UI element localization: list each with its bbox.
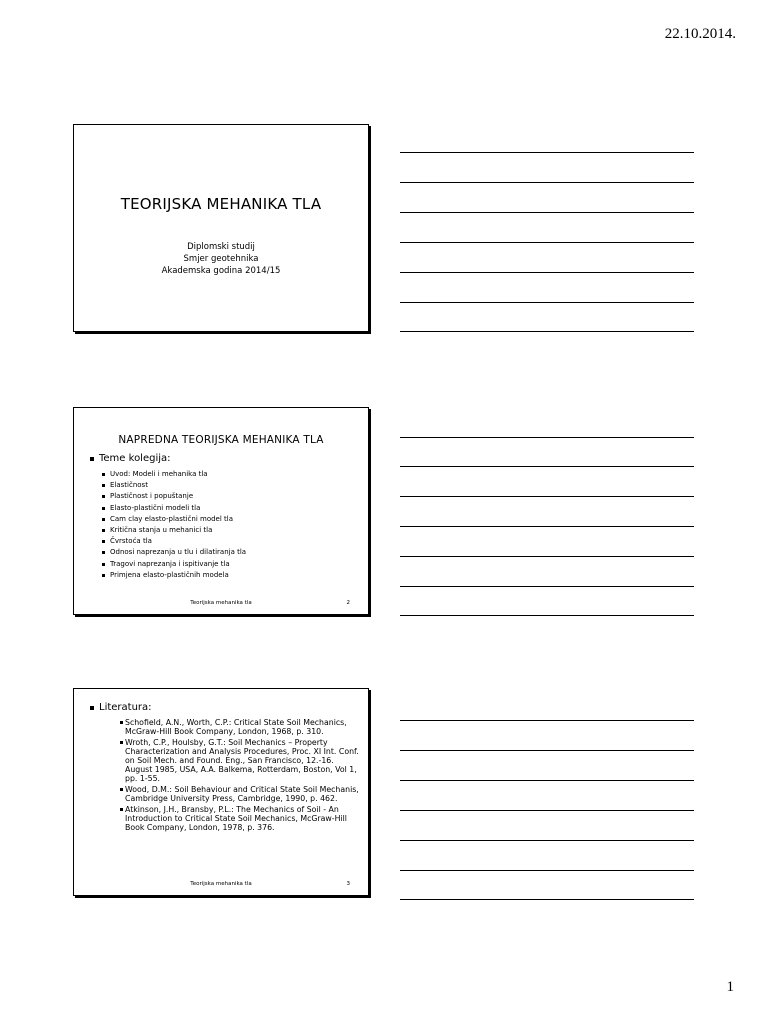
page-number: 1 [726, 979, 734, 995]
list-item [102, 559, 246, 570]
list-item-text: Wroth, C.P., Houlsby, G.T.: Soil Mechanics – Property Characterization and Analysis Procedures, Proc. XI Int. Conf. on Soil Mech. and Found. Eng., San Francisco, 12.-16. August 1985, USA, A.A. Balkema, Rotterdam, Boston, Vol 1, pp. 1-55. [125, 738, 359, 783]
note-line [400, 780, 694, 781]
subtitle-line: Smjer geotehnika [183, 254, 259, 264]
heading-text: Teme kolegija: [99, 453, 171, 464]
note-line [400, 750, 694, 751]
note-line [400, 182, 694, 183]
slide-2-title: NAPREDNA TEORIJSKA MEHANIKA TLA [118, 434, 324, 446]
slide-2-heading [90, 453, 171, 464]
slide-1 [73, 124, 369, 332]
bullet-icon [102, 484, 105, 487]
slide-footer: Teorijska mehanika tla [190, 600, 252, 606]
slide-number: 3 [346, 881, 350, 887]
bullet-icon [102, 540, 105, 543]
bullet-icon [102, 473, 105, 476]
note-line [400, 302, 694, 303]
list-item [102, 503, 246, 514]
note-line [400, 810, 694, 811]
note-line [400, 840, 694, 841]
list-item [120, 718, 360, 736]
bullet-icon [120, 721, 123, 724]
list-item [102, 536, 246, 547]
note-line [400, 212, 694, 213]
bullet-icon [102, 574, 105, 577]
bullet-icon [90, 457, 94, 461]
note-line [400, 437, 694, 438]
list-item [102, 525, 246, 536]
note-line [400, 615, 694, 616]
list-item-text: Schofield, A.N., Worth, C.P.: Critical State Soil Mechanics, McGraw-Hill Book Company, London, 1968, p. 310. [125, 718, 347, 736]
bullet-icon [120, 808, 123, 811]
slide-3-heading [90, 702, 152, 713]
list-item [120, 805, 360, 832]
list-item [102, 480, 246, 491]
list-item [102, 547, 246, 558]
list-item-text: Atkinson, J.H., Bransby, P.L.: The Mechanics of Soil - An Introduction to Critical State Soil Mechanics, McGraw-Hill Book Company, London, 1978, p. 376. [125, 805, 347, 832]
bullet-icon [90, 706, 94, 710]
note-line [400, 466, 694, 467]
subtitle-line: Akademska godina 2014/15 [161, 266, 281, 276]
bullet-icon [102, 495, 105, 498]
list-item-text: Wood, D.M.: Soil Behaviour and Critical State Soil Mechanis, Cambridge University Press, Cambridge, 1990, p. 462. [125, 785, 359, 803]
note-line [400, 331, 694, 332]
list-item [102, 514, 246, 525]
bullet-icon [102, 518, 105, 521]
list-item-text: Uvod: Modeli i mehanika tla [110, 470, 208, 478]
list-item [120, 785, 360, 803]
slide-number: 2 [346, 600, 350, 606]
topic-list [102, 469, 246, 581]
list-item-text: Čvrstoća tla [110, 537, 152, 546]
bullet-icon [102, 507, 105, 510]
slide-3 [73, 688, 369, 896]
note-line [400, 556, 694, 557]
list-item [120, 738, 360, 783]
slide-footer: Teorijska mehanika tla [190, 881, 252, 887]
bullet-icon [120, 741, 123, 744]
slide-1-subtitle [74, 241, 368, 277]
list-item-text: Elastičnost [110, 481, 148, 490]
note-line [400, 152, 694, 153]
bullet-icon [102, 529, 105, 532]
note-line [400, 720, 694, 721]
bullet-icon [120, 788, 123, 791]
heading-text: Literatura: [99, 702, 152, 713]
note-line [400, 526, 694, 527]
list-item-text: Elasto-plastični modeli tla [110, 503, 201, 512]
note-line [400, 899, 694, 900]
note-line [400, 586, 694, 587]
bullet-icon [102, 551, 105, 554]
slide-1-title: TEORIJSKA MEHANIKA TLA [120, 195, 322, 213]
note-line [400, 272, 694, 273]
note-line [400, 242, 694, 243]
subtitle-line: Diplomski studij [187, 242, 255, 252]
list-item [102, 491, 246, 502]
list-item-text: Odnosi naprezanja u tlu i dilatiranja tla [110, 548, 247, 557]
bullet-icon [102, 563, 105, 566]
document-date: 22.10.2014. [664, 26, 736, 42]
list-item-text: Tragovi naprezanja i ispitivanje tla [110, 559, 230, 568]
list-item-text: Cam clay elasto-plastični model tla [110, 514, 234, 523]
literature-list [120, 718, 360, 834]
list-item [102, 570, 246, 581]
note-line [400, 496, 694, 497]
note-line [400, 870, 694, 871]
list-item-text: Plastičnost i popuštanje [110, 492, 194, 501]
list-item-text: Kritična stanja u mehanici tla [110, 525, 213, 534]
slide-2 [73, 407, 369, 615]
list-item [102, 469, 246, 480]
list-item-text: Primjena elasto-plastičnih modela [110, 570, 229, 579]
